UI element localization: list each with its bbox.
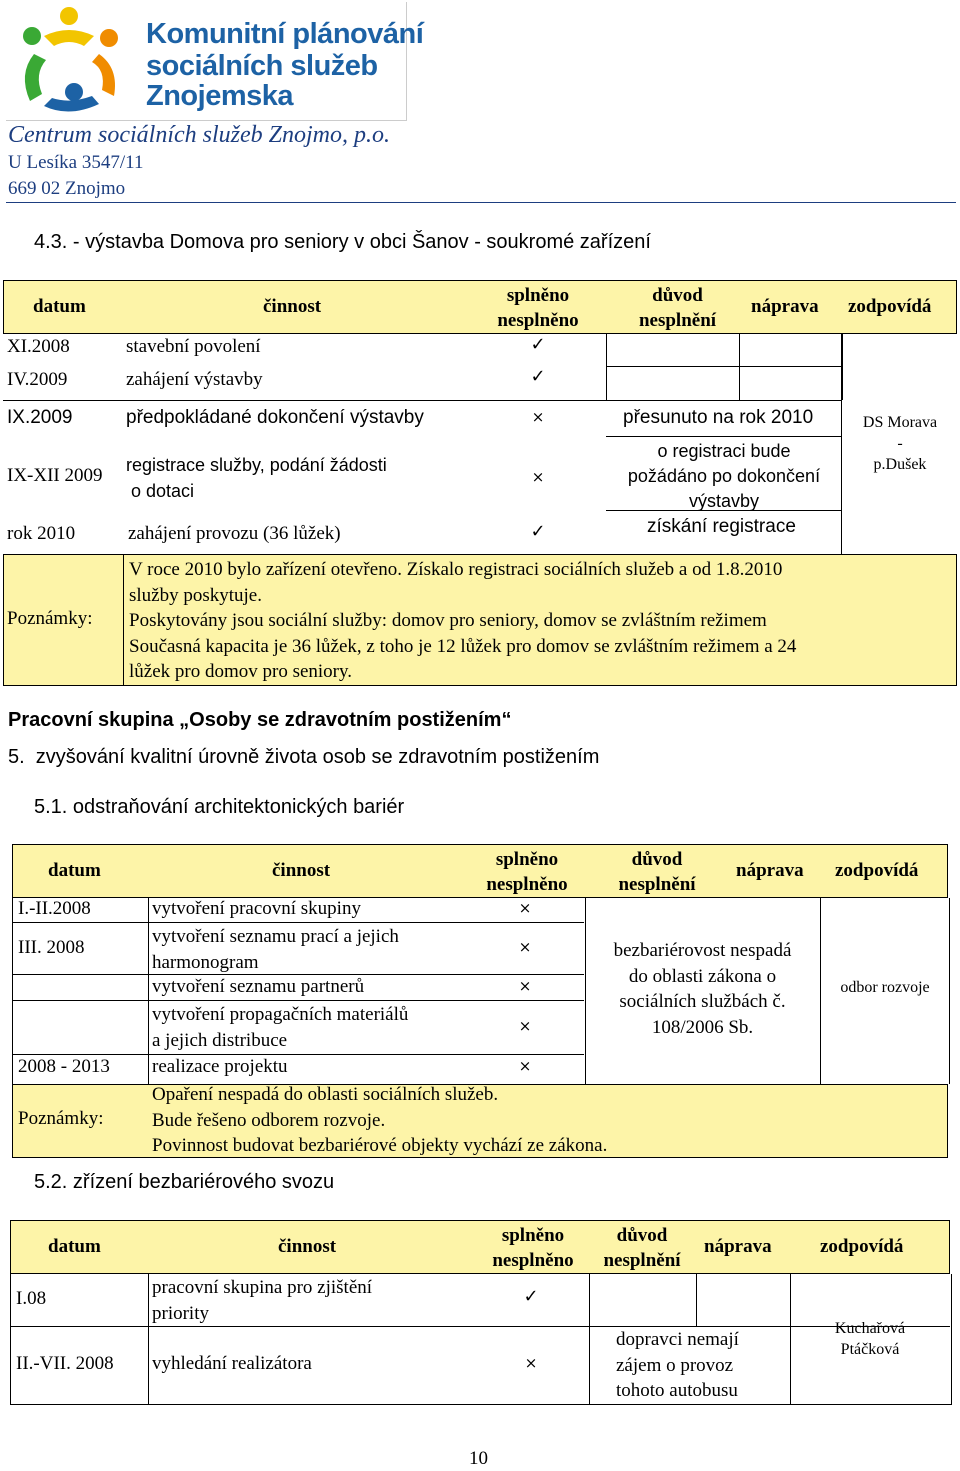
s2-col-duvod (597, 847, 717, 897)
row4-duvod-1: o registraci bude (657, 441, 791, 461)
s3-row2-cinnost: vyhledání realizátora (152, 1353, 312, 1374)
org-city: 669 02 Znojmo (8, 178, 126, 199)
s3-col-datum: datum (48, 1236, 101, 1257)
group-title: Pracovní skupina „Osoby se zdravotním postižením“ (8, 709, 512, 731)
s2-note-line-3: Povinnost budovat bezbariérové objekty vychází ze zákona. (152, 1135, 608, 1156)
notes-text (129, 557, 796, 685)
col-splneno-1: splněno (506, 285, 570, 306)
s2-note-line-2: Bude řešeno odborem rozvoje. (152, 1109, 386, 1131)
s2-col-zodpovida: zodpovídá (835, 860, 919, 881)
org-name: Centrum sociálních služeb Znojmo, p.o. (8, 122, 390, 148)
note-line-5: lůžek pro domov pro seniory. (129, 661, 353, 682)
s3-col-duvod (590, 1223, 694, 1273)
row4-cinnost-1: registrace služby, podání žádosti (126, 455, 387, 475)
row4-cinnost (126, 452, 387, 504)
s3-col-zodpovida: zodpovídá (820, 1236, 904, 1257)
s3-duvod (616, 1327, 739, 1404)
s2-row2-cinnost-2: harmonogram (152, 952, 259, 973)
row1-cinnost: stavební povolení (126, 336, 261, 357)
s3-row2-datum: II.-VII. 2008 (16, 1353, 114, 1374)
col-splneno (483, 283, 593, 333)
col-datum: datum (33, 296, 86, 317)
s2-row1-datum: I.-II.2008 (18, 898, 91, 919)
col-splneno-2: nesplněno (497, 310, 579, 331)
logo-line-1: Komunitní plánování (146, 18, 424, 50)
zodpovida-ds-2: - (897, 435, 903, 452)
section-title-4-3: 4.3. - výstavba Domova pro seniory v obci Šanov - soukromé zařízení (34, 231, 651, 253)
zodpovida-ds (845, 412, 955, 475)
s2-col-cinnost: činnost (272, 860, 331, 881)
row4-datum: IX-XII 2009 (7, 465, 103, 486)
page-number: 10 (469, 1448, 488, 1469)
s2-duvod (590, 938, 815, 1040)
s2-col-naprava: náprava (736, 860, 804, 881)
s3-col-splneno-2: nesplněno (492, 1250, 574, 1271)
row1-datum: XI.2008 (7, 336, 70, 357)
s2-row5-datum: 2008 - 2013 (18, 1056, 110, 1077)
row3-datum: IX.2009 (7, 407, 73, 428)
s3-row1-cinnost-2: priority (152, 1303, 209, 1324)
row2-status-check-icon: ✓ (530, 366, 546, 387)
s3-col-splneno-1: splněno (501, 1225, 565, 1246)
zodpovida-ds-1: DS Morava (862, 414, 938, 431)
s3-zodpovida-2: Ptáčková (840, 1341, 900, 1358)
section-title-5-1: 5.1. odstraňování architektonických bariér (34, 796, 405, 818)
row3-status-cross-icon: × (531, 408, 545, 426)
s3-zodpovida-1: Kuchařová (834, 1320, 906, 1337)
s3-row1-datum: I.08 (16, 1288, 47, 1309)
header-rule (6, 202, 956, 203)
note-line-3: Poskytovány jsou sociální služby: domov pro seniory, domov se zvláštním režimem (129, 610, 767, 631)
row2-datum: IV.2009 (7, 369, 68, 390)
s2-row2-cross-icon: × (518, 938, 532, 956)
s3-duvod-3: tohoto autobusu (616, 1380, 738, 1401)
row1-status-check-icon: ✓ (530, 334, 546, 355)
s2-notes-text (152, 1082, 607, 1159)
s2-row2-cinnost-1: vytvoření seznamu prací a jejich (152, 926, 399, 947)
s2-duvod-1: bezbariérovost nespadá (613, 940, 792, 961)
s2-row5-cinnost: realizace projektu (152, 1056, 288, 1077)
s2-row1-cinnost: vytvoření pracovní skupiny (152, 898, 361, 919)
s3-row2-cross-icon: × (524, 1354, 538, 1372)
note-line-4: Současná kapacita je 36 lůžek, z toho je 12 lůžek pro domov se zvláštním režimem a 24 (129, 635, 797, 657)
col-zodpovida: zodpovídá (848, 296, 932, 317)
section-title-5-2: 5.2. zřízení bezbariérového svozu (34, 1171, 335, 1193)
s3-zodpovida (792, 1318, 948, 1360)
s2-row4-cross-icon: × (518, 1017, 532, 1035)
s2-row3-cinnost: vytvoření seznamu partnerů (152, 976, 365, 997)
s3-col-duvod-1: důvod (616, 1225, 668, 1246)
s2-row1-cross-icon: × (518, 899, 532, 917)
row5-datum: rok 2010 (7, 523, 76, 544)
s3-duvod-1: dopravci nemají (616, 1329, 739, 1350)
s3-row1-cinnost-1: pracovní skupina pro zjištění (152, 1277, 373, 1298)
row5-status-check-icon: ✓ (530, 521, 546, 542)
row4-duvod-3: výstavby (688, 491, 760, 511)
col-duvod-1: důvod (652, 285, 703, 306)
s2-duvod-2: do oblasti zákona o (628, 965, 777, 987)
col-duvod (615, 283, 740, 333)
s3-duvod-2: zájem o provoz (616, 1354, 734, 1376)
s2-row2-cinnost (152, 924, 399, 976)
s3-col-splneno (478, 1223, 588, 1273)
row3-duvod: přesunuto na rok 2010 (623, 407, 814, 428)
section1-table (3, 280, 957, 686)
goal-title: 5. zvyšování kvalitní úrovně života osob se zdravotním postižením (8, 746, 600, 768)
s2-col-duvod-1: důvod (631, 849, 683, 870)
notes-label: Poznámky: (7, 608, 93, 629)
s3-row1-check-icon: ✓ (523, 1286, 539, 1307)
s2-col-datum: datum (48, 860, 101, 881)
note-line-2: služby poskytuje. (129, 584, 262, 606)
s2-row5-cross-icon: × (518, 1057, 532, 1075)
row4-duvod (609, 439, 839, 514)
org-street: U Lesíka 3547/11 (8, 152, 144, 173)
s2-row2-datum: III. 2008 (18, 937, 85, 958)
s2-zodpovida: odbor rozvoje (840, 979, 930, 996)
note-line-1: V roce 2010 bylo zařízení otevřeno. Získalo registraci sociálních služeb a od 1.8.2010 (129, 559, 783, 580)
s2-col-splneno (472, 847, 582, 897)
row3-cinnost: předpokládané dokončení výstavby (126, 407, 424, 428)
col-cinnost: činnost (263, 296, 322, 317)
row4-cinnost-2: o dotaci (131, 481, 195, 501)
s2-duvod-3: sociálních službách č. (619, 991, 786, 1012)
s2-row4-cinnost-1: vytvoření propagačních materiálů (152, 1004, 409, 1025)
s2-note-line-1: Opaření nespadá do oblasti sociálních služeb. (152, 1084, 499, 1105)
section3-table (10, 1220, 950, 1404)
s2-duvod-4: 108/2006 Sb. (651, 1016, 754, 1038)
s3-col-cinnost: činnost (278, 1236, 337, 1257)
s3-row1-cinnost (152, 1275, 372, 1327)
s3-col-duvod-2: nesplnění (603, 1250, 681, 1271)
logo-line-2: sociálních služeb (146, 50, 378, 82)
s2-col-splneno-2: nesplněno (486, 874, 568, 895)
zodpovida-ds-3: p.Dušek (873, 456, 927, 473)
section2-table (12, 844, 948, 1158)
row4-status-cross-icon: × (531, 468, 545, 486)
col-naprava: náprava (751, 296, 819, 317)
row5-cinnost: zahájení provozu (36 lůžek) (128, 523, 341, 544)
row5-duvod: získání registrace (647, 516, 796, 537)
s2-notes-label: Poznámky: (18, 1108, 104, 1129)
logo-line-3: Znojemska (146, 80, 293, 112)
row4-duvod-2: požádáno po dokončení (627, 466, 821, 486)
col-duvod-2: nesplnění (638, 310, 717, 331)
s2-col-duvod-2: nesplnění (618, 874, 696, 895)
s3-col-naprava: náprava (704, 1236, 772, 1257)
row2-cinnost: zahájení výstavby (126, 369, 263, 390)
s2-row3-cross-icon: × (518, 977, 532, 995)
s2-col-splneno-1: splněno (495, 849, 559, 870)
s2-row4-cinnost-2: a jejich distribuce (152, 1030, 288, 1051)
s2-row4-cinnost (152, 1002, 408, 1054)
